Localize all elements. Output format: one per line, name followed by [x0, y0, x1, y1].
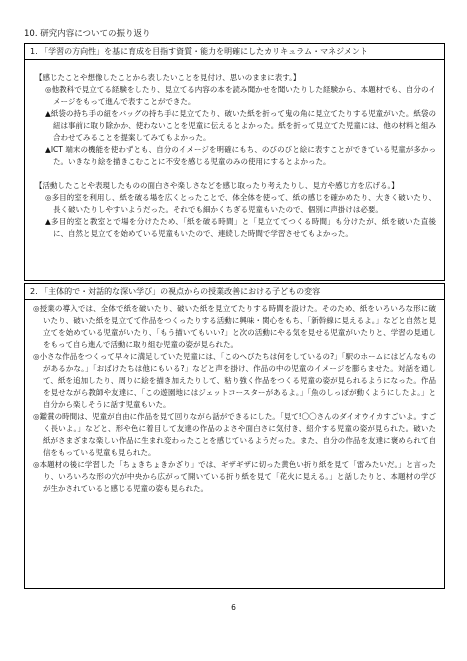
- section-1-subheading-b: 【活動したことや表現したものの面白さや楽しさなどを感じ取ったり考えたりし、見方や感じ方を広げる。】: [35, 181, 399, 190]
- change-item: ◎小さな作品をつくって早々に満足していた児童には、「このへびたちは何をしているの?」「駅のホームにはどんなものがあるかな。」「おばけたちは他にもいる?」などと声を掛け、作品の中の児童のイメージを膨らませた。対話を通して、紙を追加したり、周りに絵を描き加えたりして、粘り強く作品をつくる児童の姿が見られるようになった。作品を見せながら教師や友達に、「この遊園地にはジェットコースターがあるよ。」「魚のしっぽが動くようにしたよ。」と自分から楽しそうに話す児童もいた。: [33, 352, 436, 409]
- change-item: ◎授業の導入では、全体で紙を破いたり、破いた紙を見立てたりする時間を設けた。そのため、紙をいろいろな形に破いたり、破いた紙を見立てて作品をつくったりする活動に興味・関心をもち、「新幹線に見えるよ。」などと自然と見立てを始めている児童がいたり、「もう描いてもいい?」と次の活動にやる気を見せる児童がいたりと、学習の見通しをもって自ら進んで活動に取り組む児童の姿が見られた。: [33, 304, 436, 349]
- reflection-item: ▲ICT 端末の機能を使わずとも、自分のイメージを明確にもち、のびのびと絵に表すことができている児童が多かった。いきなり絵を描きこむことに不安を感じる児童のみの使用にするとよかった。: [45, 145, 436, 166]
- reflection-item: ▲紙袋の持ち手の紐をバッグの持ち手に見立てたり、破いた紙を折って鬼の角に見立てたりする児童がいた。紙袋の紐は事前に取り除かか、使わないことを児童に伝えるとよかった。紙を折って見立てた児童には、他の材料と組み合わせてみることを提案してみてもよかった。: [45, 109, 436, 142]
- section-1-box: [24, 43, 445, 281]
- reflection-item: ◎他教科で見立てる経験をしたり、見立てる内容の本を読み聞かせを聞いたりした経験から、本題材でも、自分のイメージをもって進んで表すことができた。: [45, 85, 436, 106]
- page-heading: 10. 研究内容についての振り返り: [24, 29, 151, 39]
- section-2-title: 2. 「主体的で・対話的な深い学び」の視点からの授業改善における子どもの変容: [25, 284, 444, 300]
- section-1-subheading-a: 【感じたことや想像したことから表したいことを見付け、思いのままに表す。】: [35, 73, 301, 82]
- section-1-title: 1. 「学習の方向性」を基に育成を目指す資質・能力を明確にしたカリキュラム・マネジメント: [25, 44, 444, 60]
- section-2-body: [25, 300, 444, 495]
- change-item: ◎本題材の後に学習した「ちょきちょきかざり」では、ギザギザに切った黄色い折り紙を見て「雷みたいだ。」と言ったり、いろいろな形の穴が中央から広がって開いている折り紙を見て「花火に見える。」と話したりと、本題材の学びが生かされていると感じる児童の姿も見られた。: [33, 460, 436, 493]
- section-1-body: [25, 60, 444, 240]
- change-item: ◎鑑賞の時間は、児童が自由に作品を見て回りながら話ができるにした。「見て!〇〇さんのダイオウイカすごいよ。すごく長いよ。」などと、形や色に着目して友達の作品のよさや面白さに気付き、紹介する児童の姿が見られた。破いた紙がさまざまな楽しい作品に生まれ変わったことを感じているようだった。また、自分の作品を友達に褒められて自信をもっている児童も見られた。: [33, 412, 436, 457]
- page-number: 6: [231, 603, 236, 612]
- reflection-item: ▲多目的室と教室とで場を分けたため、「紙を破る時間」と「見立ててつくる時間」も分けたが、紙を破いた直後に、自然と見立てを始めている児童もいたので、連続した時間で学習させてもよかった。: [45, 217, 436, 238]
- section-2-box: [24, 283, 445, 589]
- reflection-item: ◎多目的室を利用し、紙を破る場を広くとったことで、体全体を使って、紙の感じを確かめたり、大きく破いたり、長く破いたりしやすいようだった。それでも細かくちぎる児童もいたので、個別に声掛けは必要。: [45, 193, 436, 214]
